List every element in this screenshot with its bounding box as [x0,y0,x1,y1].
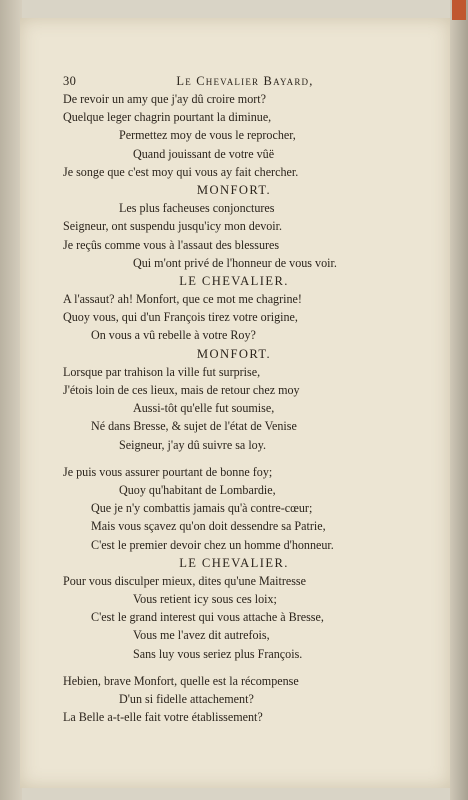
verse-line: La Belle a-t-elle fait votre établissement? [63,710,263,725]
page-number: 30 [63,74,77,88]
verse-line: Qui m'ont privé de l'honneur de vous voir. [133,255,337,270]
speaker-label: LE CHEVALIER. [179,555,289,570]
verse-line: Quelque leger chagrin pourtant la diminue, [63,110,272,125]
verse-line: Sans luy vous seriez plus François. [133,646,303,661]
running-title: Le Chevalier Bayard, [176,74,314,88]
verse-line: Vous retient icy sous ces loix; [133,592,277,607]
speaker-label: LE CHEVALIER. [179,273,289,288]
verse-line: De revoir un amy que j'ay dû croire mort? [63,92,266,106]
verse-line: A l'assaut? ah! Monfort, que ce mot me chagrine! [63,292,302,307]
verse-line: On vous a vû rebelle à votre Roy? [91,328,256,343]
verse-line: Aussi-tôt qu'elle fut soumise, [133,401,275,416]
verse-line: Quoy qu'habitant de Lombardie, [119,482,276,497]
verse-line: Je puis vous assurer pourtant de bonne foy; [63,464,273,479]
verse-line: D'un si fidelle attachement? [119,692,254,706]
verse-line: Je reçûs comme vous à l'assaut des blessures [63,237,280,252]
book-gutter [0,0,22,800]
verse-line: Quand jouissant de votre vûë [133,146,275,161]
verse-line: C'est le grand interest qui vous attache à Bresse, [91,610,324,625]
verse-line: Permettez moy de vous le reprocher, [119,128,296,143]
stanza-gap [63,663,405,672]
verse-line: Mais vous sçavez qu'on doit dessendre sa Patrie, [91,519,326,534]
verse-line: J'étois loin de ces lieux, mais de retour chez moy [63,383,300,397]
running-header [63,72,405,90]
verse-line: C'est le premier devoir chez un homme d'honneur. [91,537,334,552]
verse-line: Je songe que c'est moy qui vous ay fait chercher. [63,164,299,179]
page-edge [450,0,468,800]
verse-line: Seigneur, j'ay dû suivre sa loy. [119,437,267,452]
verse-line: Lorsque par trahison la ville fut surprise, [63,364,261,379]
verse-line: Que je n'y combattis jamais qu'à contre-cœur; [91,501,313,516]
speaker-label: MONFORT. [196,182,272,197]
stanza-gap [63,454,405,463]
verse-line: Quoy vous, qui d'un François tirez votre origine, [63,310,298,325]
verse-line: Pour vous disculper mieux, dites qu'une Maitresse [63,573,307,588]
verse-line: Seigneur, ont suspendu jusqu'icy mon devoir. [63,219,283,234]
verse-line: Né dans Bresse, & sujet de l'état de Venise [91,419,297,434]
verse-line: Les plus facheuses conjonctures [119,201,275,216]
bookmark-tab [452,0,466,20]
verse-line: Hebien, brave Monfort, quelle est la récompense [63,673,299,688]
page-text [63,72,405,726]
verse-line: Vous me l'avez dit autrefois, [133,628,270,643]
speaker-label: MONFORT. [196,346,272,361]
